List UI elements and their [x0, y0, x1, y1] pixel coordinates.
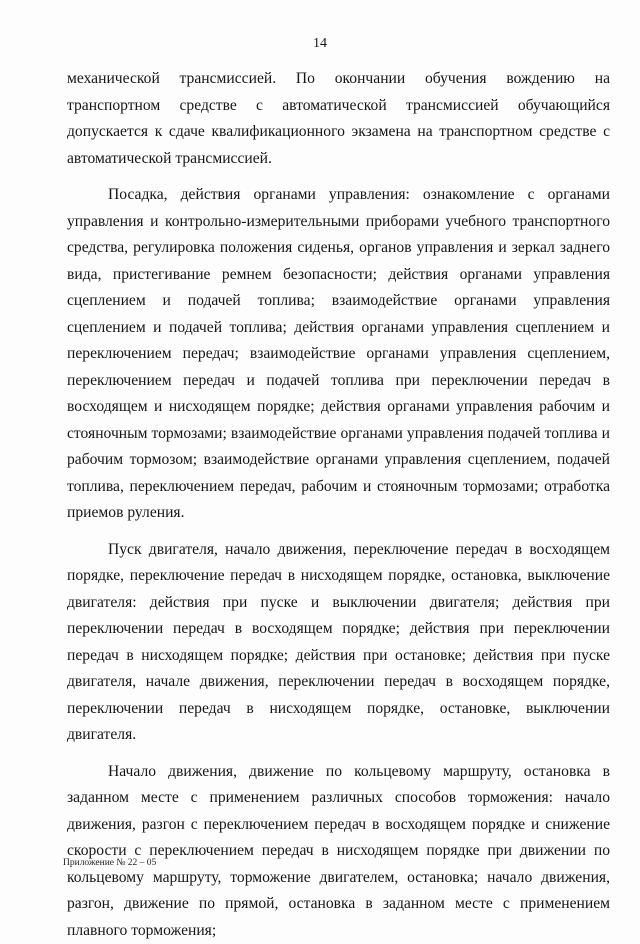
footer-note: Приложение № 22 – 05 [63, 858, 156, 868]
paragraph-continuation: механической трансмиссией. По окончании обучения вождению на транспортном средстве с автоматической трансмиссией обучающийся допускается к сдаче квалификационного экзамена на транспортном средстве с автоматической трансмиссией. [67, 66, 610, 172]
body-text [67, 66, 610, 944]
paragraph-seating-controls: Посадка, действия органами управления: ознакомление с органами управления и контрольно-измерительными приборами учебного транспортного средства, регулировка положения сиденья, органов управления и зеркал заднего вида, пристегивание ремнем безопасности; действия органами управления сцеплением и подачей топлива; взаимодействие органами управления сцеплением и подачей топлива; действия органами управления сцеплением и переключением передач; взаимодействие органами управления сцеплением, переключением передач и подачей топлива при переключении передач в восходящем и нисходящем порядке; действия органами управления рабочим и стояночным тормозами; взаимодействие органами управления подачей топлива и рабочим тормозом; взаимодействие органами управления сцеплением, подачей топлива, переключением передач, рабочим и стояночным тормозами; отработка приемов руления. [67, 182, 610, 527]
page-number: 14 [0, 36, 640, 52]
paragraph-ring-route: Начало движения, движение по кольцевому маршруту, остановка в заданном месте с применением различных способов торможения: начало движения, разгон с переключением передач в восходящем порядке и снижение скорости с переключением передач в нисходящем порядке при движении по кольцевому маршруту, торможение двигателем, остановка; начало движения, разгон, движение по прямой, остановка в заданном месте с применением плавного торможения; [67, 759, 610, 944]
paragraph-engine-start: Пуск двигателя, начало движения, переключение передач в восходящем порядке, переключение передач в нисходящем порядке, остановка, выключение двигателя: действия при пуске и выключении двигателя; действия при переключении передач в восходящем порядке; действия при переключении передач в нисходящем порядке; действия при остановке; действия при пуске двигателя, начале движения, переключении передач в восходящем порядке, переключении передач в нисходящем порядке, остановке, выключении двигателя. [67, 537, 610, 749]
